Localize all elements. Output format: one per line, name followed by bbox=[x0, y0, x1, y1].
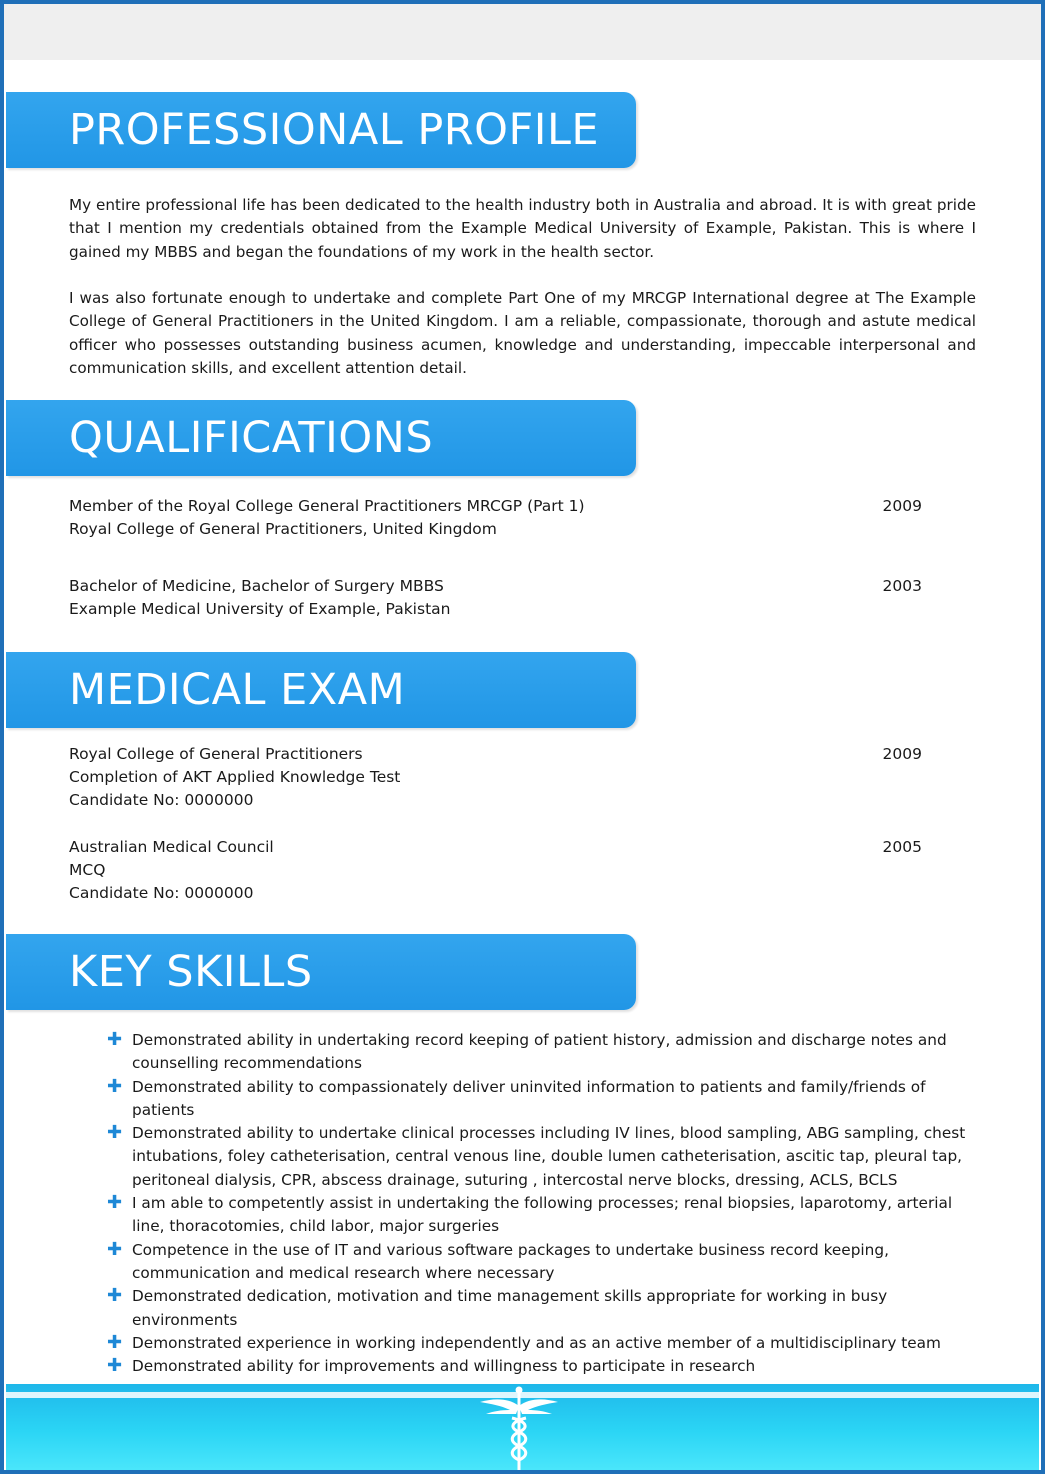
qualification-title: Member of the Royal College General Practitioners MRCGP (Part 1) bbox=[69, 497, 585, 515]
qualification-institution: Example Medical University of Example, Pakistan bbox=[69, 600, 451, 618]
page-top-band bbox=[4, 4, 1041, 60]
exam-candidate-number: Candidate No: 0000000 bbox=[69, 884, 254, 902]
exam-year: 2005 bbox=[882, 838, 922, 856]
exam-entry bbox=[69, 743, 922, 812]
skill-item bbox=[104, 1029, 984, 1076]
profile-paragraph-1: My entire professional life has been dedicated to the health industry both in Australia and abroad. It is with great pride that I mention my credentials obtained from the Example Medical University of Example, Pakistan. This is where I gained my MBBS and began the foundations of my work in the health sector. bbox=[69, 196, 976, 261]
section-header-key-skills bbox=[6, 934, 636, 1010]
skill-item bbox=[104, 1122, 984, 1192]
skill-item bbox=[104, 1192, 984, 1239]
section-title-key-skills: KEY SKILLS bbox=[69, 947, 313, 997]
profile-paragraph-2: I was also fortunate enough to undertake and complete Part One of my MRCGP International degree at The Example College of General Practitioners in the United Kingdom. I am a reliable, compassionate, thorough and astute medical officer who possesses outstanding business acumen, knowledge and understanding, impeccable interpersonal and communication skills, and excellent attention detail. bbox=[69, 289, 976, 377]
section-title-profile: PROFESSIONAL PROFILE bbox=[69, 105, 600, 155]
skill-item bbox=[104, 1355, 984, 1378]
plus-bullet-icon: ✚ bbox=[107, 1238, 123, 1260]
exam-entry bbox=[69, 836, 922, 905]
plus-bullet-icon: ✚ bbox=[107, 1122, 123, 1144]
plus-bullet-icon: ✚ bbox=[107, 1331, 123, 1353]
key-skills-list bbox=[104, 1029, 984, 1378]
caduceus-icon bbox=[476, 1384, 562, 1470]
skill-text: Competence in the use of IT and various software packages to undertake business record keeping, communication and medical research where necessary bbox=[132, 1240, 889, 1282]
plus-bullet-icon: ✚ bbox=[107, 1192, 123, 1214]
section-header-profile bbox=[6, 92, 636, 168]
skill-text: Demonstrated ability in undertaking record keeping of patient history, admission and discharge notes and counselling recommendations bbox=[132, 1031, 947, 1073]
exam-candidate-number: Candidate No: 0000000 bbox=[69, 791, 254, 809]
qualification-title: Bachelor of Medicine, Bachelor of Surgery MBBS bbox=[69, 577, 444, 595]
skill-item bbox=[104, 1332, 984, 1355]
exam-name: MCQ bbox=[69, 861, 106, 879]
skill-item bbox=[104, 1239, 984, 1286]
footer-band bbox=[6, 1384, 1039, 1470]
section-title-medical-exam: MEDICAL EXAM bbox=[69, 665, 406, 715]
skill-item bbox=[104, 1285, 984, 1332]
section-header-medical-exam bbox=[6, 652, 636, 728]
skill-text: Demonstrated experience in working independently and as an active member of a multidisciplinary team bbox=[132, 1333, 941, 1352]
skill-text: Demonstrated dedication, motivation and time management skills appropriate for working in busy environments bbox=[132, 1287, 888, 1329]
skill-text: Demonstrated ability for improvements and willingness to participate in research bbox=[132, 1357, 756, 1376]
plus-bullet-icon: ✚ bbox=[107, 1355, 123, 1377]
plus-bullet-icon: ✚ bbox=[107, 1075, 123, 1097]
exam-body: Royal College of General Practitioners bbox=[69, 745, 363, 763]
qualification-entry bbox=[69, 575, 922, 621]
section-header-qualifications bbox=[6, 400, 636, 476]
qualification-year: 2009 bbox=[882, 497, 922, 515]
qualification-institution: Royal College of General Practitioners, United Kingdom bbox=[69, 520, 497, 538]
plus-bullet-icon: ✚ bbox=[107, 1285, 123, 1307]
exam-body: Australian Medical Council bbox=[69, 838, 274, 856]
qualification-entry bbox=[69, 495, 922, 541]
skill-item bbox=[104, 1076, 984, 1123]
qualification-year: 2003 bbox=[882, 577, 922, 595]
exam-name: Completion of AKT Applied Knowledge Test bbox=[69, 768, 401, 786]
skill-text: I am able to competently assist in undertaking the following processes; renal biopsies, laparotomy, arterial line, thoracotomies, child labor, major surgeries bbox=[132, 1194, 953, 1236]
section-title-qualifications: QUALIFICATIONS bbox=[69, 413, 434, 463]
skill-text: Demonstrated ability to compassionately deliver uninvited information to patients and family/friends of patients bbox=[132, 1077, 926, 1119]
skill-text: Demonstrated ability to undertake clinical processes including IV lines, blood sampling, ABG sampling, chest intubations, foley catheterisation, central venous line, double lumen catheterisation, ascitic tap, pleural tap, peritoneal dialysis, CPR, abscess drainage, suturing , intercostal nerve blocks, dressing, ACLS, BCLS bbox=[132, 1124, 966, 1189]
exam-year: 2009 bbox=[882, 745, 922, 763]
plus-bullet-icon: ✚ bbox=[107, 1029, 123, 1050]
